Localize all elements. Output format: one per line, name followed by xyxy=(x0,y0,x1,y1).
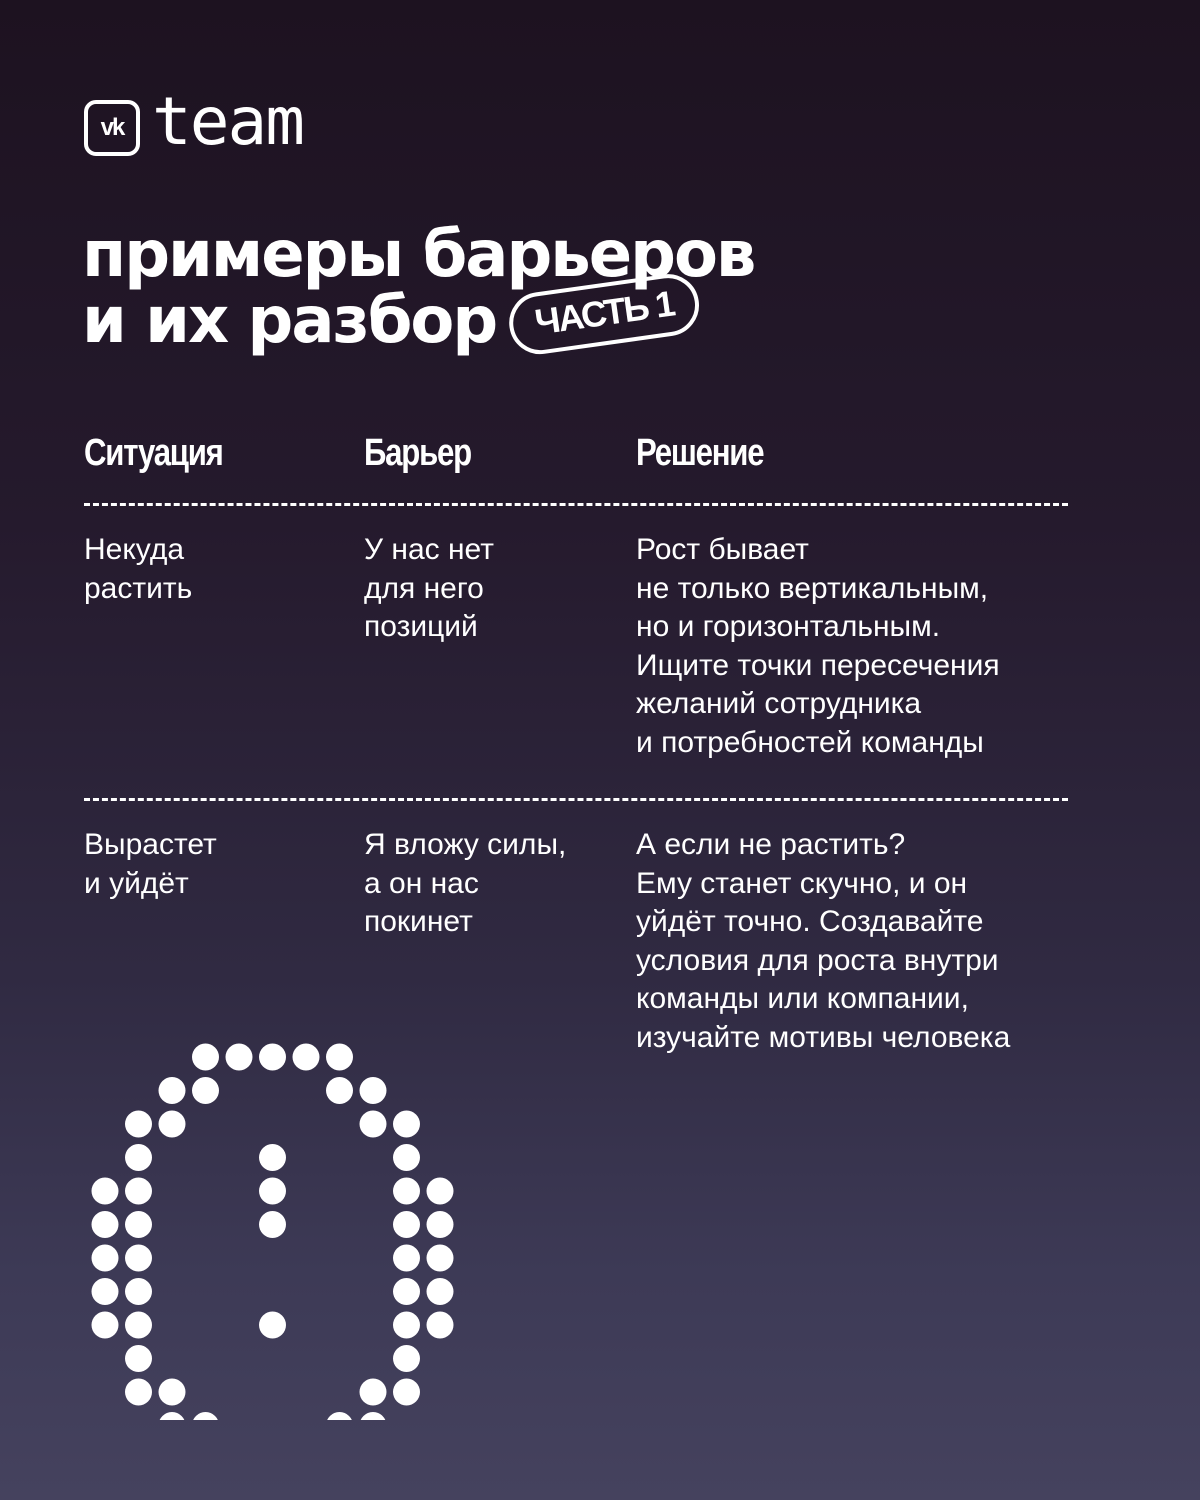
column-header-situation: Ситуация xyxy=(84,432,223,474)
header-divider xyxy=(84,503,1068,506)
row-2-barrier: Я вложу силы, а он нас покинет xyxy=(364,828,567,938)
exclamation-circle-dots-icon xyxy=(90,1040,470,1420)
title-line-2-wrap xyxy=(82,283,754,358)
row-1-solution: Рост бывает не только вертикальным, но и горизонтальным. Ищите точки пересечения желаний сотрудника и потребностей команды xyxy=(636,533,1000,759)
vk-logo-icon xyxy=(84,100,140,156)
row-divider xyxy=(84,798,1068,801)
part-badge: ЧАСТЬ 1 xyxy=(505,271,703,359)
column-header-solution: Решение xyxy=(636,432,764,474)
row-1-barrier: У нас нет для него позиций xyxy=(364,533,494,643)
brand-word: team xyxy=(152,83,303,160)
row-2-solution: А если не растить? Ему станет скучно, и он уйдёт точно. Создавайте условия для роста внутри команды или компании, изучайте мотивы человека xyxy=(636,828,1011,1054)
page-title xyxy=(82,218,755,358)
title-line-1: примеры барьеров xyxy=(82,218,755,292)
title-line-2: и их разбор xyxy=(82,284,497,358)
column-header-barrier: Барьер xyxy=(364,432,471,474)
vk-logo-text: vk xyxy=(100,114,124,141)
row-1-situation: Некуда растить xyxy=(84,533,193,605)
row-2-situation: Вырастет и уйдёт xyxy=(84,828,217,900)
brand-logo xyxy=(84,83,303,160)
